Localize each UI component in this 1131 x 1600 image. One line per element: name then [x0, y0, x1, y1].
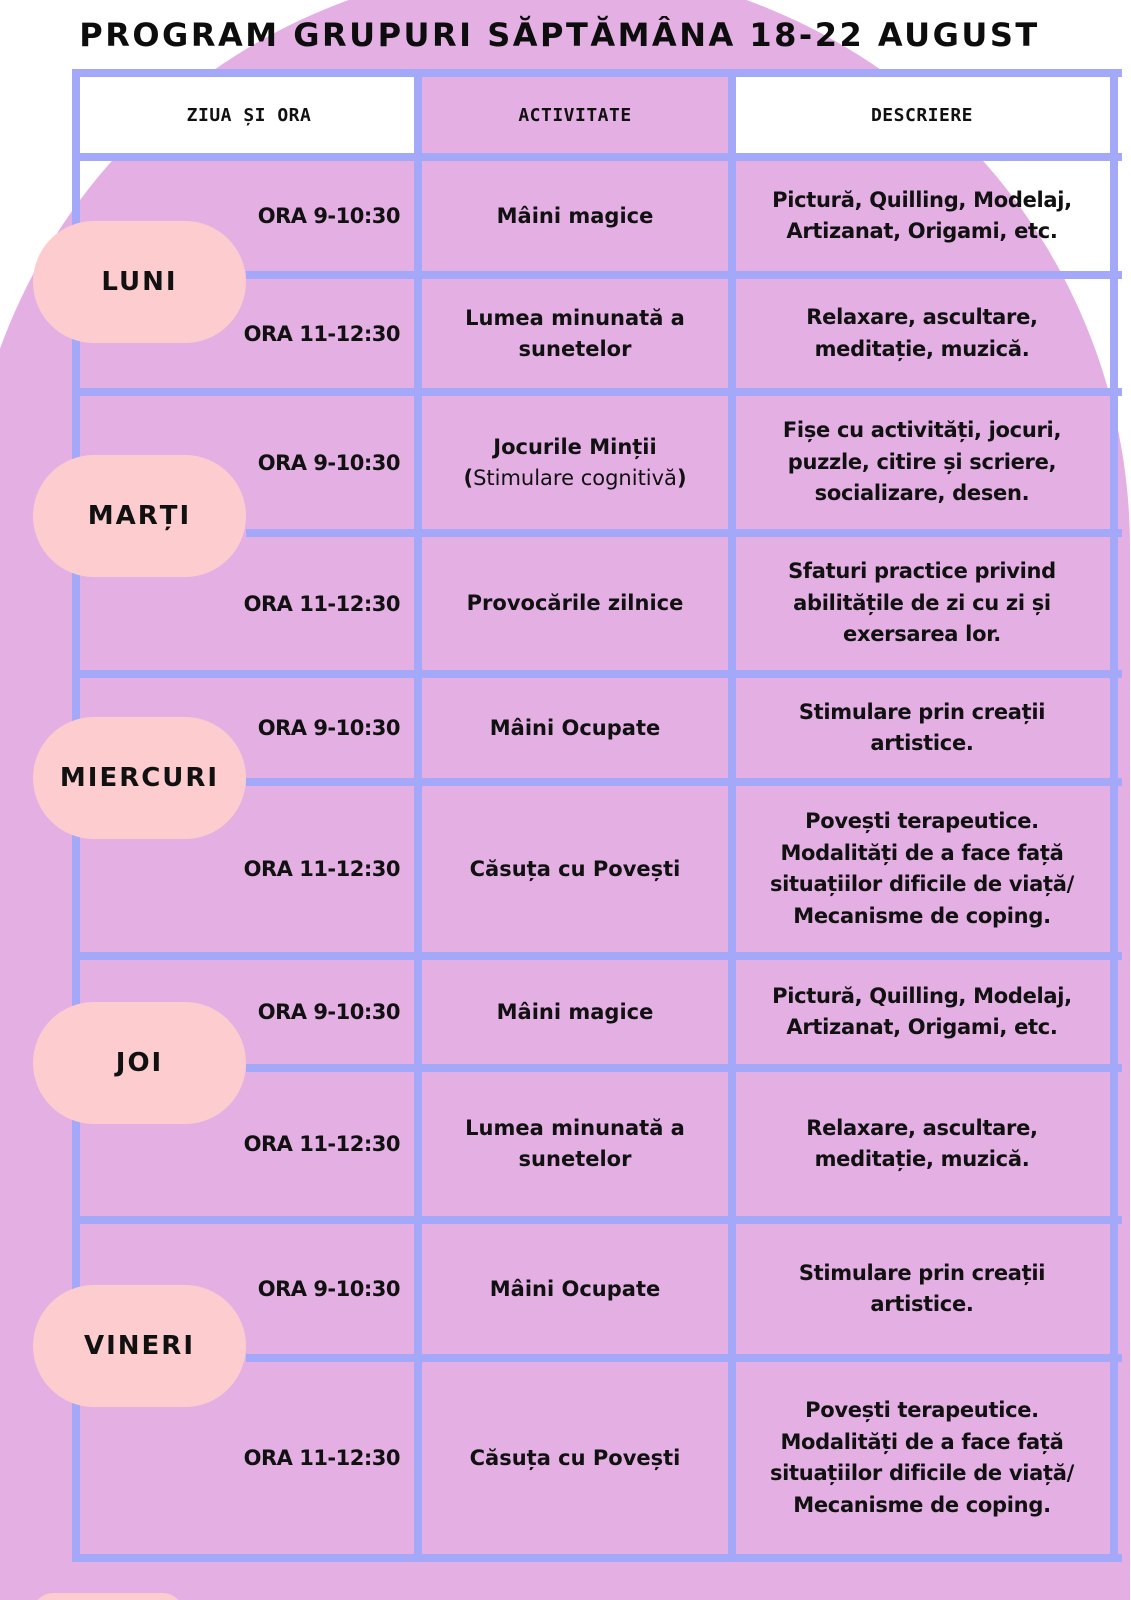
- day-label-vineri: VINERI: [33, 1285, 246, 1407]
- description-cell: Pictură, Quilling, Modelaj, Artizanat, Origami, etc.: [772, 983, 1072, 1039]
- description-cell: Relaxare, ascultare, meditație, muzică.: [806, 305, 1038, 361]
- description-cell: Fișe cu activități, jocuri, puzzle, citire și scriere, socializare, desen.: [782, 418, 1062, 506]
- description-cell: Povești terapeutice. Modalități de a face față situațiilor dificile de viață/ Mecanisme de coping.: [769, 809, 1075, 928]
- description-cell: Sfaturi practice privind abilitățile de zi cu zi și exersarea lor.: [788, 559, 1056, 647]
- activity-cell: Mâini Ocupate: [489, 1276, 661, 1301]
- description-cell: Stimulare prin creații artistice.: [798, 699, 1046, 755]
- time-cell: ORA 11-12:30: [243, 1446, 400, 1470]
- activity-cell: Provocările zilnice: [466, 591, 684, 615]
- activity-cell: Căsuța cu Povești: [469, 1445, 681, 1470]
- description-cell: Relaxare, ascultare, meditație, muzică.: [806, 1115, 1038, 1171]
- grid-hline: [246, 778, 1122, 786]
- page-title: PROGRAM GRUPURI SĂPTĂMÂNA 18-22 AUGUST: [79, 16, 1040, 54]
- description-cell: Pictură, Quilling, Modelaj, Artizanat, Origami, etc.: [772, 187, 1072, 243]
- description-cell: Stimulare prin creații artistice.: [798, 1260, 1046, 1316]
- time-cell: ORA 9-10:30: [257, 204, 400, 228]
- grid-hline: [72, 952, 1122, 960]
- day-label-miercuri: MIERCURI: [33, 717, 246, 839]
- activity-note-open: (: [463, 465, 474, 490]
- activity-cell: Lumea minunată a sunetelor: [465, 1116, 685, 1171]
- time-cell: ORA 11-12:30: [243, 857, 400, 881]
- grid-hline: [72, 153, 1122, 161]
- activity-note: [463, 463, 686, 494]
- time-cell: ORA 11-12:30: [243, 1132, 400, 1156]
- time-cell: ORA 9-10:30: [257, 716, 400, 740]
- header-activity: ACTIVITATE: [518, 104, 632, 126]
- description-cell: Povești terapeutice. Modalități de a face față situațiilor dificile de viață/ Mecanisme de coping.: [769, 1398, 1075, 1517]
- activity-cell: Mâini magice: [496, 203, 654, 228]
- grid-hline: [72, 1554, 1122, 1562]
- grid-hline: [72, 1216, 1122, 1224]
- grid-hline: [246, 1064, 1122, 1072]
- activity-note-close: ): [676, 465, 687, 490]
- activity-cell: [422, 396, 728, 529]
- grid-hline: [246, 529, 1122, 537]
- time-cell: ORA 11-12:30: [243, 591, 400, 616]
- day-label-marti: MARȚI: [33, 455, 246, 577]
- activity-cell: Căsuța cu Povești: [469, 856, 681, 881]
- grid-hline: [246, 271, 1122, 279]
- activity-cell: Mâini Ocupate: [489, 715, 661, 740]
- grid-hline: [72, 670, 1122, 678]
- activity-cell: Mâini magice: [496, 999, 654, 1024]
- grid-hline: [246, 1354, 1122, 1362]
- time-cell: ORA 9-10:30: [257, 1000, 400, 1024]
- grid-hline: [72, 69, 1122, 77]
- time-cell: ORA 9-10:30: [257, 1277, 400, 1301]
- day-label-joi: JOI: [33, 1002, 246, 1124]
- activity-cell: Lumea minunată a sunetelor: [465, 305, 685, 361]
- header-description: DESCRIERE: [870, 104, 974, 126]
- time-cell: ORA 9-10:30: [257, 450, 400, 475]
- header-day-time: ZIUA ȘI ORA: [186, 104, 312, 126]
- activity-note-text: Stimulare cognitivă: [473, 465, 677, 490]
- activity-title: Jocurile Minții: [493, 434, 657, 459]
- day-label-luni: LUNI: [33, 221, 246, 343]
- grid-hline: [72, 388, 1122, 396]
- grid-vline: [1110, 69, 1118, 1562]
- time-cell: ORA 11-12:30: [243, 321, 400, 346]
